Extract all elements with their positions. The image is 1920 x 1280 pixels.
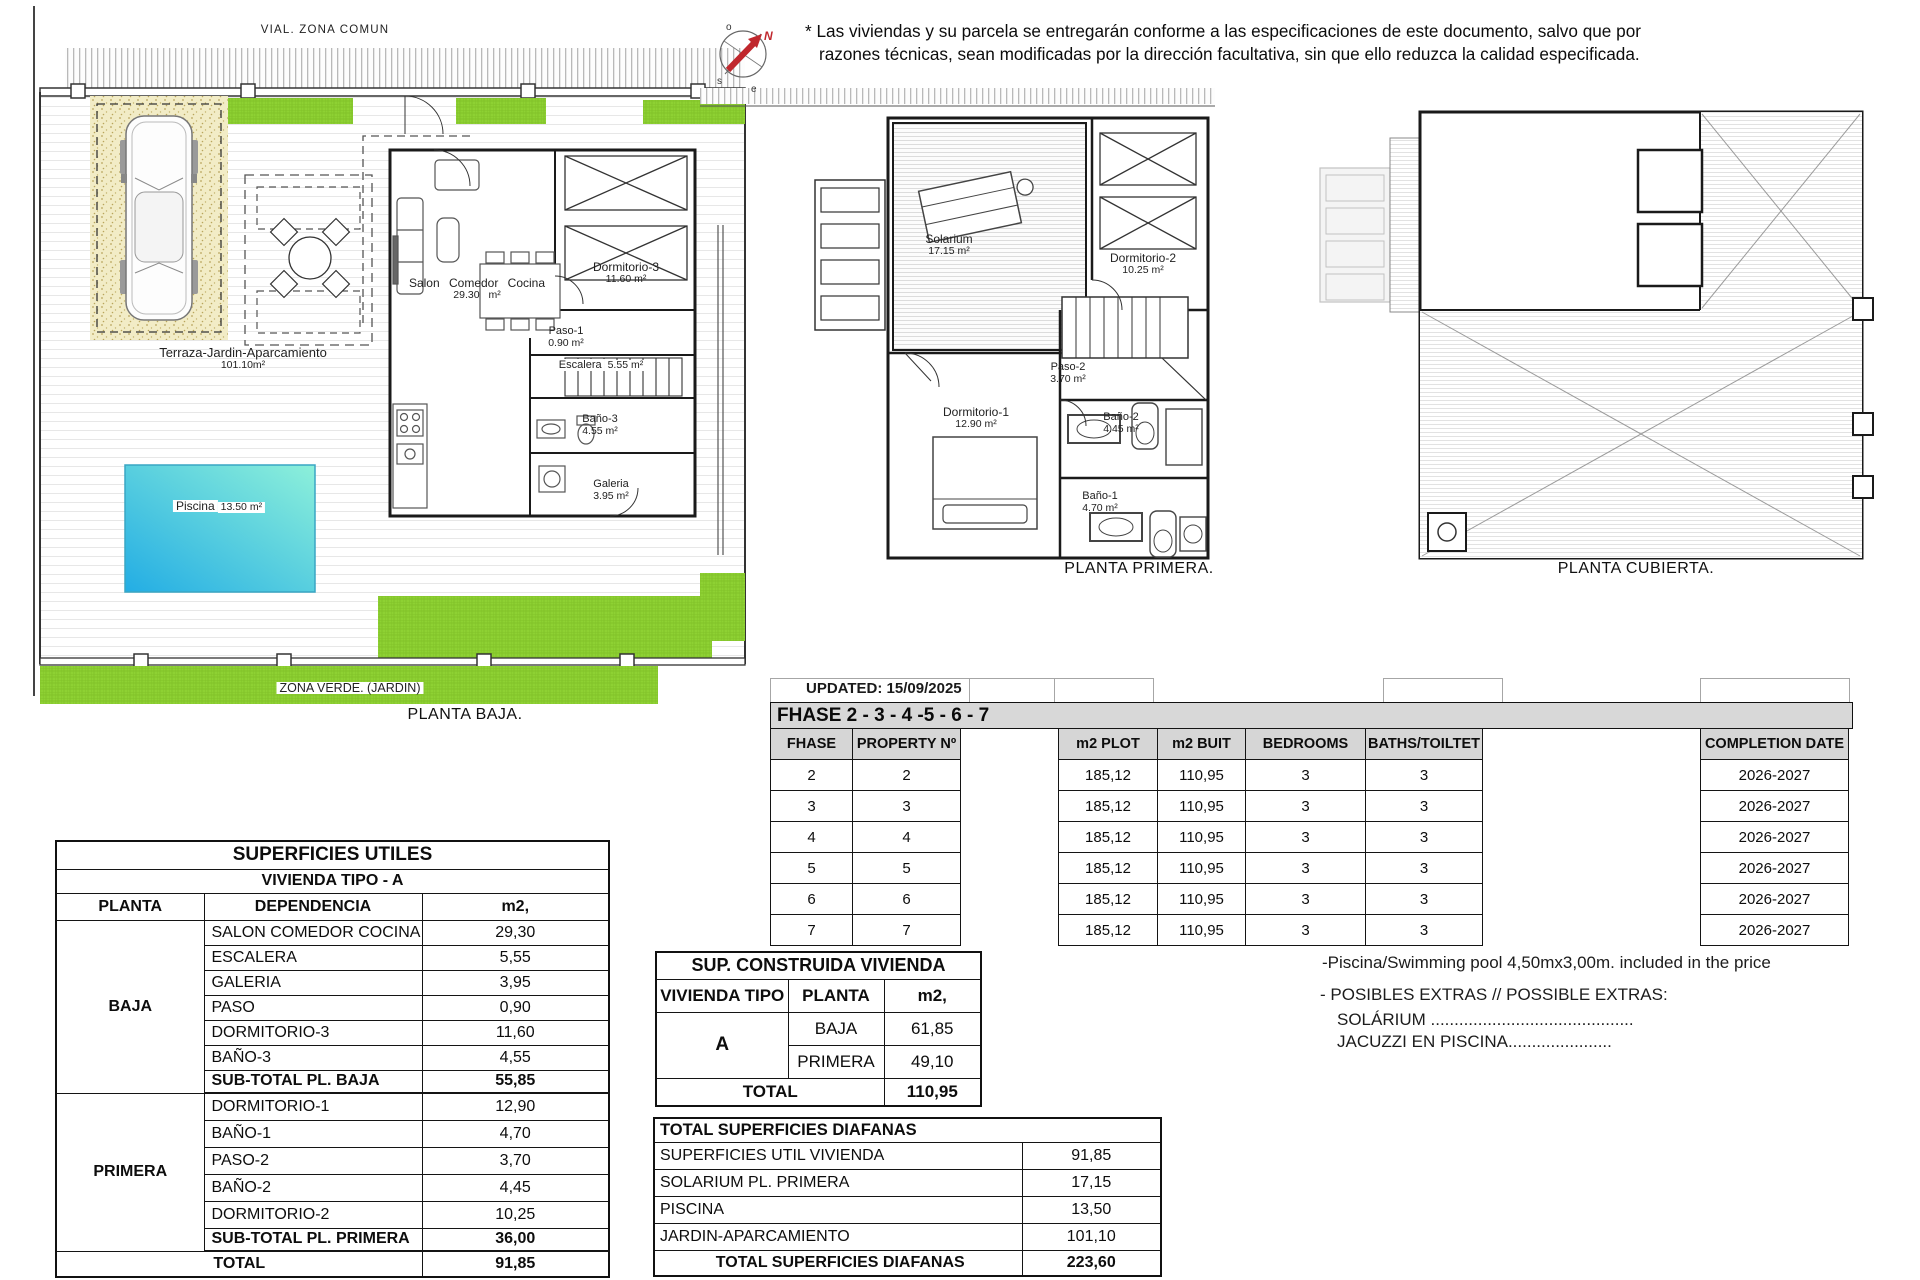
cell-built: 110,95 (1158, 822, 1246, 853)
planta-primera-drawing (700, 85, 1215, 585)
room-label-bano1: Baño-1 4.70 m² (1082, 490, 1118, 514)
room-label-escalera: Escalera 5.55 m² (556, 359, 646, 371)
cell-completion: 2026-2027 (1701, 822, 1849, 853)
cell-m2: 0,90 (422, 995, 609, 1020)
cell-property: 6 (853, 884, 961, 915)
cell-completion: 2026-2027 (1701, 884, 1849, 915)
cell-baths: 3 (1366, 853, 1483, 884)
group-label-primera: PRIMERA (56, 1093, 204, 1251)
updated-label: UPDATED: 15/09/2025 (806, 680, 962, 697)
cell-m2: 10,25 (422, 1201, 609, 1228)
cell-plot: 185,12 (1059, 884, 1158, 915)
room-label-paso2: Paso-2 3.70 m² (1050, 361, 1086, 385)
cell-completion: 2026-2027 (1701, 760, 1849, 791)
construida-title: SUP. CONSTRUIDA VIVIENDA (656, 952, 981, 979)
cell-dependencia: ESCALERA (204, 945, 422, 970)
updated-row-cell (1054, 678, 1154, 703)
cell-m2: 4,45 (422, 1174, 609, 1201)
superficies-title: SUPERFICIES UTILES (56, 841, 609, 869)
cell-dependencia: BAÑO-2 (204, 1174, 422, 1201)
cell-bedrooms: 3 (1246, 822, 1366, 853)
diafanas-table (653, 1117, 1162, 1277)
cell-total-m2: 91,85 (422, 1251, 609, 1277)
cell-property: 3 (853, 791, 961, 822)
cell-planta: PRIMERA (788, 1045, 884, 1078)
cell-bedrooms: 3 (1246, 915, 1366, 946)
bed-icon (933, 437, 1037, 529)
col-header-plot: m2 PLOT (1059, 729, 1158, 760)
superficies-subtitle: VIVIENDA TIPO - A (56, 869, 609, 893)
cell-plot: 185,12 (1059, 791, 1158, 822)
cell-baths: 3 (1366, 760, 1483, 791)
cell-plot: 185,12 (1059, 822, 1158, 853)
cell-subtotal-primera: SUB-TOTAL PL. PRIMERA (204, 1228, 422, 1251)
fhase-subtable-left (770, 728, 961, 946)
note-extra-solarium: SOLÁRIUM ........................................... (1337, 1010, 1634, 1029)
cell-bedrooms: 3 (1246, 791, 1366, 822)
col-header-planta: PLANTA (56, 893, 204, 920)
cell-dependencia: BAÑO-1 (204, 1120, 422, 1147)
cell-total-m2: 110,95 (884, 1078, 981, 1106)
cell-property: 4 (853, 822, 961, 853)
cell-baths: 3 (1366, 822, 1483, 853)
cell-plot: 185,12 (1059, 915, 1158, 946)
group-label-baja: BAJA (56, 920, 204, 1093)
cell-dependencia: SALON COMEDOR COCINA (204, 920, 422, 945)
garage-area (90, 96, 228, 340)
room-label-dormitorio2: Dormitorio-2 10.25 m² (1109, 251, 1177, 276)
cell-baths: 3 (1366, 915, 1483, 946)
cell-bedrooms: 3 (1246, 884, 1366, 915)
cell-fhase: 4 (771, 822, 853, 853)
planta-baja-title: PLANTA BAJA. (407, 706, 523, 723)
cell-built: 110,95 (1158, 884, 1246, 915)
cell-completion: 2026-2027 (1701, 853, 1849, 884)
disclaimer-line2: razones técnicas, sean modificadas por la dirección facultativa, sin que ello reduzca la calidad especificada. (819, 44, 1640, 64)
car-icon (120, 116, 198, 320)
col-header-built: m2 BUIT (1158, 729, 1246, 760)
col-header-m2: m2, (884, 979, 981, 1012)
cell-property: 2 (853, 760, 961, 791)
room-label-paso1: Paso-1 0.90 m² (548, 325, 584, 349)
cell-m2: 4,55 (422, 1045, 609, 1070)
cell-m2: 3,95 (422, 970, 609, 995)
cell-baths: 3 (1366, 884, 1483, 915)
compass-n: N (764, 29, 773, 43)
cell-m2: 91,85 (1022, 1142, 1161, 1169)
planta-cubierta-title: PLANTA CUBIERTA. (1557, 560, 1715, 577)
updated-row-cell (1383, 678, 1503, 703)
col-header-property: PROPERTY Nº (853, 729, 961, 760)
cell-m2: 17,15 (1022, 1169, 1161, 1196)
room-label-bano2: Baño-2 4.45 m² (1103, 411, 1139, 435)
cell-subtotal-baja-m2: 55,85 (422, 1070, 609, 1093)
cell-built: 110,95 (1158, 791, 1246, 822)
diafanas-title: TOTAL SUPERFICIES DIAFANAS (654, 1118, 1161, 1142)
room-label-piscina: Piscina 13.50 m² (173, 500, 265, 513)
room-label-galeria: Galeria 3.95 m² (593, 478, 629, 502)
cell-property: 5 (853, 853, 961, 884)
zona-verde-label: ZONA VERDE. (JARDIN) (277, 682, 424, 694)
compass-icon (713, 18, 781, 94)
cell-fhase: 6 (771, 884, 853, 915)
col-header-bedrooms: BEDROOMS (1246, 729, 1366, 760)
fhase-band-title: FHASE 2 - 3 - 4 -5 - 6 - 7 (770, 702, 1853, 729)
cell-m2: 11,60 (422, 1020, 609, 1045)
cell-m2: 61,85 (884, 1012, 981, 1045)
col-header-completion: COMPLETION DATE (1701, 729, 1849, 760)
cell-total-m2: 223,60 (1022, 1250, 1161, 1276)
cell-planta: BAJA (788, 1012, 884, 1045)
cell-bedrooms: 3 (1246, 760, 1366, 791)
cell-fhase: 3 (771, 791, 853, 822)
col-header-m2: m2, (422, 893, 609, 920)
room-label-salon: Salon Comedor Cocina 29.30 m² (408, 276, 546, 301)
cell-dependencia: DORMITORIO-2 (204, 1201, 422, 1228)
room-label-terraza: Terraza-Jardin-Aparcamiento 101.10m² (159, 345, 327, 371)
note-extras-title: - POSIBLES EXTRAS // POSSIBLE EXTRAS: (1320, 985, 1668, 1004)
solarium-floor (893, 123, 1086, 350)
room-label-dormitorio3: Dormitorio-3 11.60 m² (592, 260, 660, 285)
cell-total-label: TOTAL (56, 1251, 422, 1277)
cell-plot: 185,12 (1059, 760, 1158, 791)
cell-dependencia: PASO-2 (204, 1147, 422, 1174)
compass-e: e (751, 84, 757, 94)
cell-dependencia: GALERIA (204, 970, 422, 995)
cell-m2: 101,10 (1022, 1223, 1161, 1250)
col-header-vivienda-tipo: VIVIENDA TIPO (656, 979, 788, 1012)
cell-dependencia: BAÑO-3 (204, 1045, 422, 1070)
cell-subtotal-baja: SUB-TOTAL PL. BAJA (204, 1070, 422, 1093)
louvre-slats (815, 180, 885, 330)
cell-dependencia: DORMITORIO-1 (204, 1093, 422, 1120)
note-extra-jacuzzi: JACUZZI EN PISCINA...................... (1337, 1032, 1612, 1051)
cell-dependencia: DORMITORIO-3 (204, 1020, 422, 1045)
street-label: VIAL. ZONA COMUN (260, 24, 390, 36)
cell-m2: 5,55 (422, 945, 609, 970)
cell-total-label: TOTAL SUPERFICIES DIAFANAS (654, 1250, 1022, 1276)
cell-baths: 3 (1366, 791, 1483, 822)
fhase-subtable-middle (1058, 728, 1483, 946)
col-header-dependencia: DEPENDENCIA (204, 893, 422, 920)
cell-label: PISCINA (654, 1196, 1022, 1223)
cell-m2: 3,70 (422, 1147, 609, 1174)
cell-m2: 12,90 (422, 1093, 609, 1120)
page-edge-line (33, 6, 35, 696)
cell-label: SOLARIUM PL. PRIMERA (654, 1169, 1022, 1196)
updated-row-cell (969, 678, 1057, 703)
cell-label: SUPERFICIES UTIL VIVIENDA (654, 1142, 1022, 1169)
disclaimer-line1: * Las viviendas y su parcela se entregarán conforme a las especificaciones de este documento, salvo que por (805, 21, 1641, 41)
fhase-subtable-completion (1700, 728, 1849, 946)
updated-row-cell (1700, 678, 1850, 703)
room-label-dormitorio1: Dormitorio-1 12.90 m² (942, 405, 1010, 430)
cell-fhase: 5 (771, 853, 853, 884)
cell-m2: 4,70 (422, 1120, 609, 1147)
cell-bedrooms: 3 (1246, 853, 1366, 884)
pool (125, 465, 315, 592)
superficies-utiles-table (55, 840, 610, 1278)
col-header-baths: BATHS/TOILTET (1366, 729, 1483, 760)
cell-m2: 13,50 (1022, 1196, 1161, 1223)
cell-built: 110,95 (1158, 915, 1246, 946)
cell-plot: 185,12 (1059, 853, 1158, 884)
sup-construida-table (655, 951, 982, 1107)
cell-total-label: TOTAL (656, 1078, 884, 1106)
planta-primera-title: PLANTA PRIMERA. (1064, 560, 1214, 577)
cell-fhase: 7 (771, 915, 853, 946)
cell-completion: 2026-2027 (1701, 915, 1849, 946)
cell-m2: 29,30 (422, 920, 609, 945)
cell-m2: 49,10 (884, 1045, 981, 1078)
cell-built: 110,95 (1158, 853, 1246, 884)
cell-built: 110,95 (1158, 760, 1246, 791)
compass-s: s (717, 76, 722, 87)
cell-property: 7 (853, 915, 961, 946)
cell-label: JARDIN-APARCAMIENTO (654, 1223, 1022, 1250)
cell-dependencia: PASO (204, 995, 422, 1020)
compass-o: o (726, 22, 732, 33)
note-pool: -Piscina/Swimming pool 4,50mx3,00m. included in the price (1322, 953, 1771, 972)
col-header-planta: PLANTA (788, 979, 884, 1012)
room-label-bano3: Baño-3 4.55 m² (582, 413, 618, 437)
cell-subtotal-primera-m2: 36,00 (422, 1228, 609, 1251)
col-header-fhase: FHASE (771, 729, 853, 760)
room-label-solarium: Solarium 17.15 m² (925, 232, 973, 257)
cell-tipo: A (656, 1012, 788, 1078)
planta-cubierta-drawing (1310, 105, 1880, 570)
disclaimer-text (805, 20, 1900, 66)
cell-completion: 2026-2027 (1701, 791, 1849, 822)
cell-fhase: 2 (771, 760, 853, 791)
fhase-table (770, 678, 1848, 939)
